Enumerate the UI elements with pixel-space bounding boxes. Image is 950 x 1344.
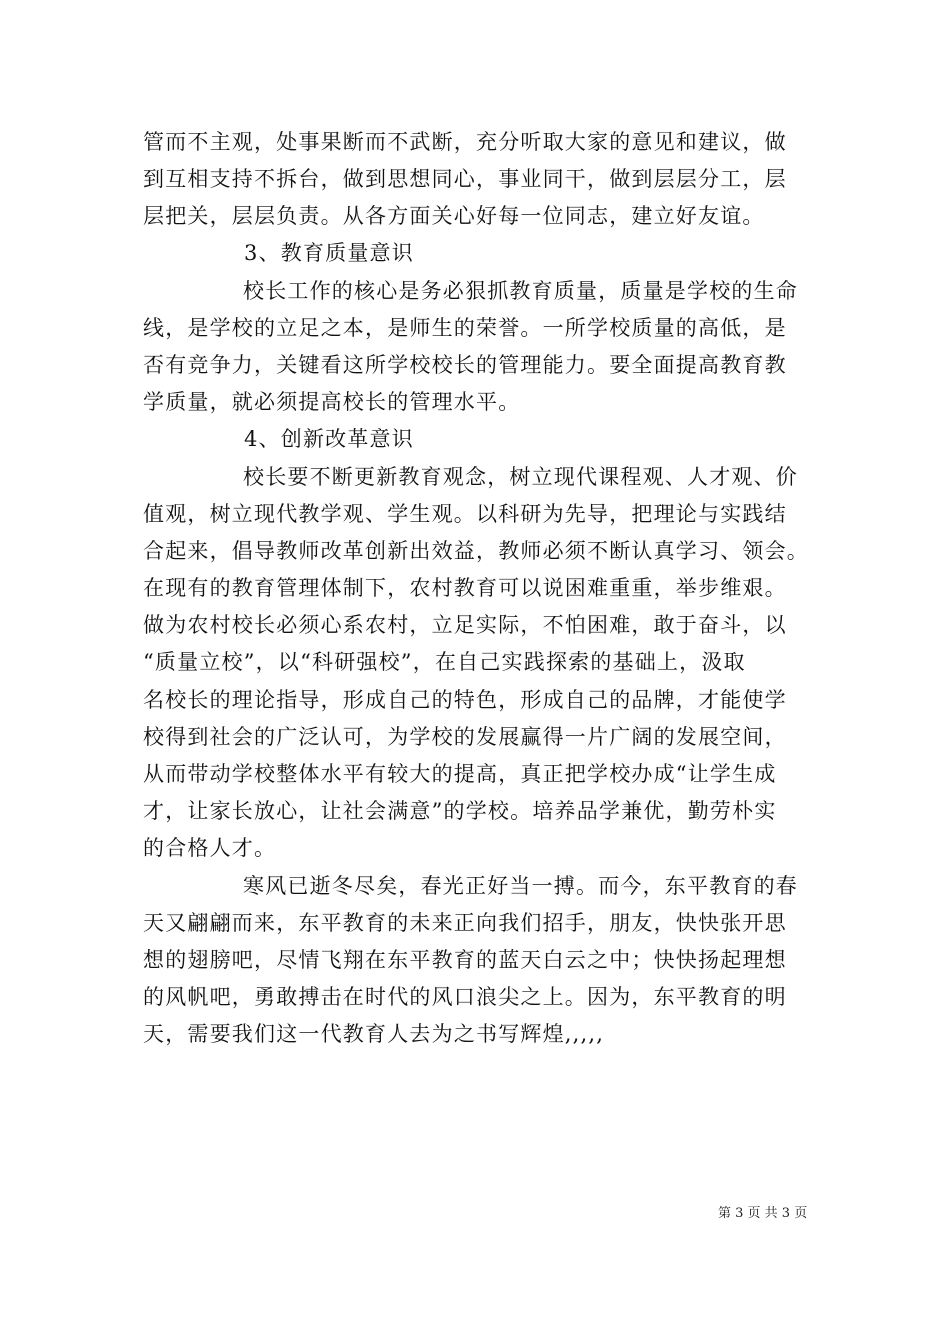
text-line: 学质量，就必须提高校长的管理水平。 xyxy=(143,390,521,414)
section-heading: 4、创新改革意识 xyxy=(244,427,414,451)
text-line: 才，让家长放心，让社会满意”的学校。培养品学兼优，勤劳朴实 xyxy=(143,799,777,823)
text-line: 值观，树立现代教学观、学生观。以科研为先导，把理论与实践结 xyxy=(143,502,787,526)
text-line: 在现有的教育管理体制下，农村教育可以说困难重重，举步维艰。 xyxy=(143,576,787,600)
text-line: 寒风已逝冬尽矣，春光正好当一搏。而今，东平教育的春 xyxy=(243,874,798,898)
text-line: 管而不主观，处事果断而不武断，充分听取大家的意见和建议，做 xyxy=(143,130,787,154)
text-line: 到互相支持不拆台，做到思想同心，事业同干，做到层层分工，层 xyxy=(143,167,787,191)
text-line: 合起来，倡导教师改革创新出效益，教师必须不断认真学习、领会。 xyxy=(143,539,809,563)
text-line: 做为农村校长必须心系农村，立足实际，不怕困难，敢于奋斗，以 xyxy=(143,613,787,637)
text-line: “质量立校”，以“科研强校”，在自己实践探索的基础上，汲取 xyxy=(143,650,746,674)
text-line: 天又翩翩而来，东平教育的未来正向我们招手，朋友，快快张开思 xyxy=(143,911,787,935)
text-line: 校长工作的核心是务必狠抓教育质量，质量是学校的生命 xyxy=(243,279,798,303)
text-line: 从而带动学校整体水平有较大的提高，真正把学校办成“让学生成 xyxy=(143,762,777,786)
text-line: 的风帆吧，勇敢搏击在时代的风口浪尖之上。因为，东平教育的明 xyxy=(143,985,787,1009)
text-line: 想的翅膀吧，尽情飞翔在东平教育的蓝天白云之中；快快扬起理想 xyxy=(143,948,787,972)
text-line: 名校长的理论指导，形成自己的特色，形成自己的品牌，才能使学 xyxy=(143,688,787,712)
text-line: 线，是学校的立足之本，是师生的荣誉。一所学校质量的高低，是 xyxy=(143,316,787,340)
text-line: 校长要不断更新教育观念，树立现代课程观、人才观、价 xyxy=(243,465,798,489)
text-line: 的合格人才。 xyxy=(143,836,277,860)
text-line: 校得到社会的广泛认可，为学校的发展赢得一片广阔的发展空间， xyxy=(143,725,787,749)
text-line: 天，需要我们这一代教育人去为之书写辉煌,,,,, xyxy=(143,1022,605,1046)
page-number: 第 3 页 共 3 页 xyxy=(718,1206,808,1221)
section-heading: 3、教育质量意识 xyxy=(244,241,414,265)
text-line: 否有竞争力，关键看这所学校校长的管理能力。要全面提高教育教 xyxy=(143,353,787,377)
text-line: 层把关，层层负责。从各方面关心好每一位同志，建立好友谊。 xyxy=(143,204,765,228)
